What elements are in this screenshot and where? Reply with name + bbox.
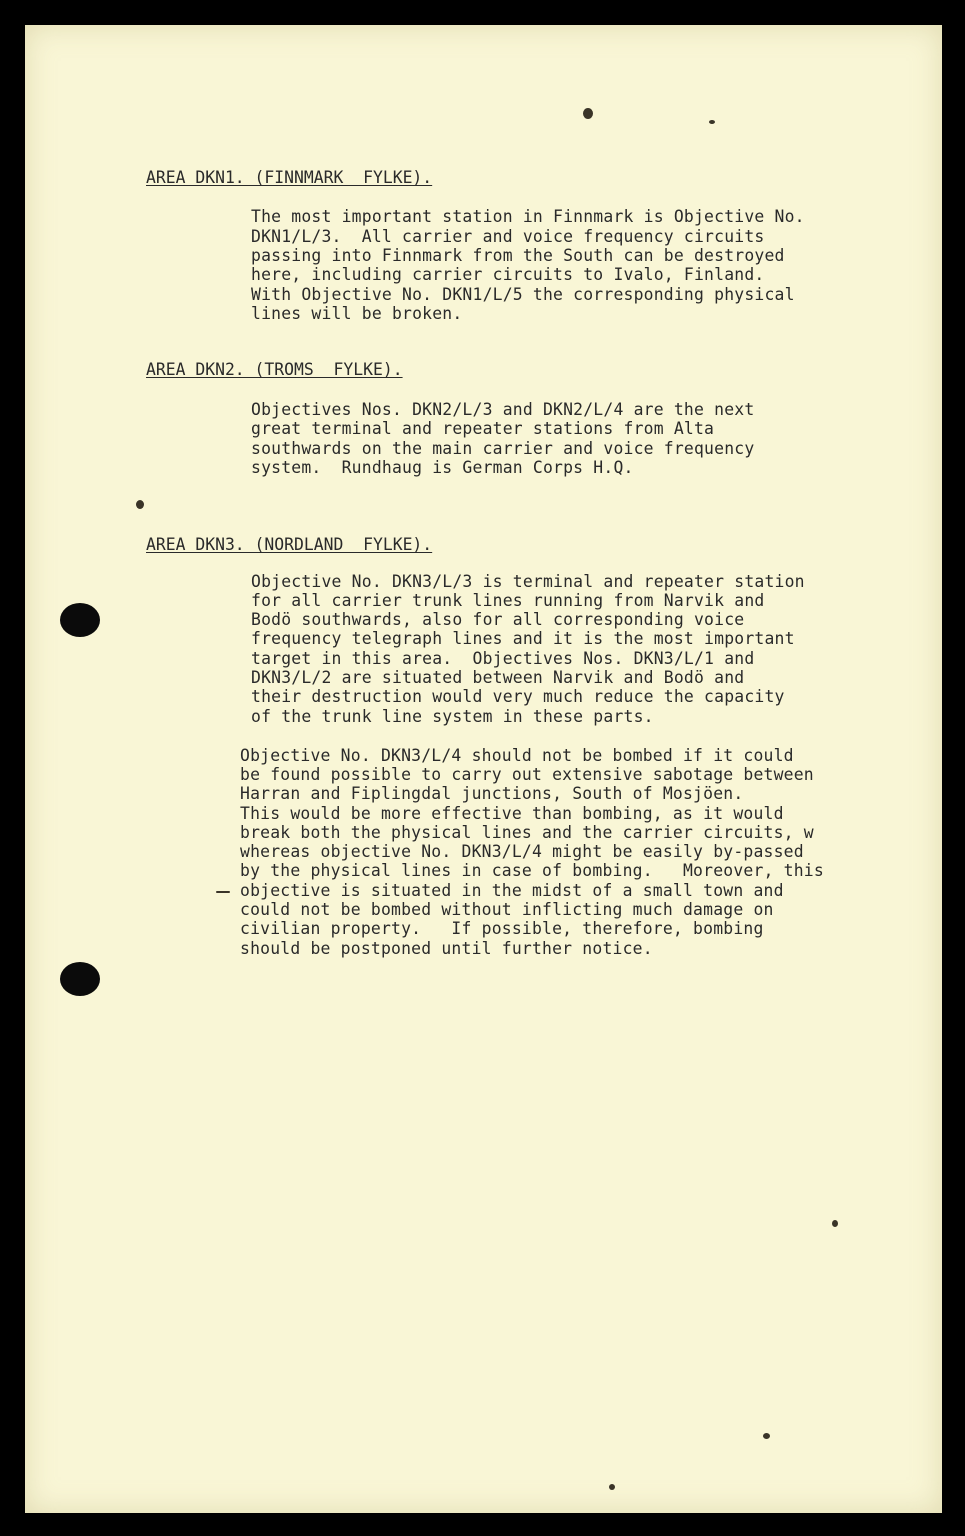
- body-line: objective is situated in the midst of a small town and: [240, 881, 784, 900]
- section-heading-dkn3: AREA DKN3. (NORDLAND FYLKE).: [146, 535, 433, 554]
- body-line: civilian property. If possible, therefore, bombing: [240, 919, 764, 938]
- section-heading-dkn1: AREA DKN1. (FINNMARK FYLKE).: [146, 168, 433, 187]
- body-line: Bodö southwards, also for all corresponding voice: [251, 610, 745, 629]
- paper-speck: [136, 500, 144, 509]
- body-line: DKN1/L/3. All carrier and voice frequency circuits: [251, 227, 765, 246]
- body-line: With Objective No. DKN1/L/5 the corresponding physical: [251, 285, 795, 304]
- body-line: by the physical lines in case of bombing. Moreover, this: [240, 861, 824, 880]
- paper-speck: [763, 1433, 770, 1439]
- body-line: whereas objective No. DKN3/L/4 might be easily by-passed: [240, 842, 804, 861]
- body-line: their destruction would very much reduce the capacity: [251, 687, 785, 706]
- body-line: here, including carrier circuits to Ivalo, Finland.: [251, 265, 765, 284]
- paper-speck: [583, 108, 593, 119]
- body-line: system. Rundhaug is German Corps H.Q.: [251, 458, 634, 477]
- punch-hole-lower: [60, 962, 100, 996]
- body-line: DKN3/L/2 are situated between Narvik and Bodö and: [251, 668, 745, 687]
- paper-speck: [709, 120, 715, 124]
- body-line: frequency telegraph lines and it is the most important: [251, 629, 795, 648]
- body-line: southwards on the main carrier and voice frequency: [251, 439, 755, 458]
- body-line: target in this area. Objectives Nos. DKN3/L/1 and: [251, 649, 755, 668]
- body-line: could not be bombed without inflicting much damage on: [240, 900, 774, 919]
- body-line: should be postponed until further notice.: [240, 939, 653, 958]
- body-line: great terminal and repeater stations from Alta: [251, 419, 715, 438]
- body-line: passing into Finnmark from the South can be destroyed: [251, 246, 785, 265]
- punch-hole-upper: [60, 603, 100, 637]
- body-line: Objective No. DKN3/L/3 is terminal and repeater station: [251, 572, 805, 591]
- body-line: Objective No. DKN3/L/4 should not be bombed if it could: [240, 746, 794, 765]
- body-line: be found possible to carry out extensive sabotage between: [240, 765, 814, 784]
- section-heading-dkn2: AREA DKN2. (TROMS FYLKE).: [146, 360, 403, 379]
- body-line: for all carrier trunk lines running from Narvik and: [251, 591, 765, 610]
- body-line: The most important station in Finnmark is Objective No.: [251, 207, 805, 226]
- body-line: Harran and Fiplingdal junctions, South of Mosjöen.: [240, 784, 744, 803]
- body-line: break both the physical lines and the carrier circuits, w: [240, 823, 814, 842]
- body-line: This would be more effective than bombing, as it would: [240, 804, 784, 823]
- body-line: of the trunk line system in these parts.: [251, 707, 654, 726]
- paper-speck: [216, 891, 230, 893]
- paper-speck: [832, 1220, 838, 1227]
- paper-speck: [609, 1484, 615, 1490]
- body-line: Objectives Nos. DKN2/L/3 and DKN2/L/4 are the next: [251, 400, 755, 419]
- body-line: lines will be broken.: [251, 304, 463, 323]
